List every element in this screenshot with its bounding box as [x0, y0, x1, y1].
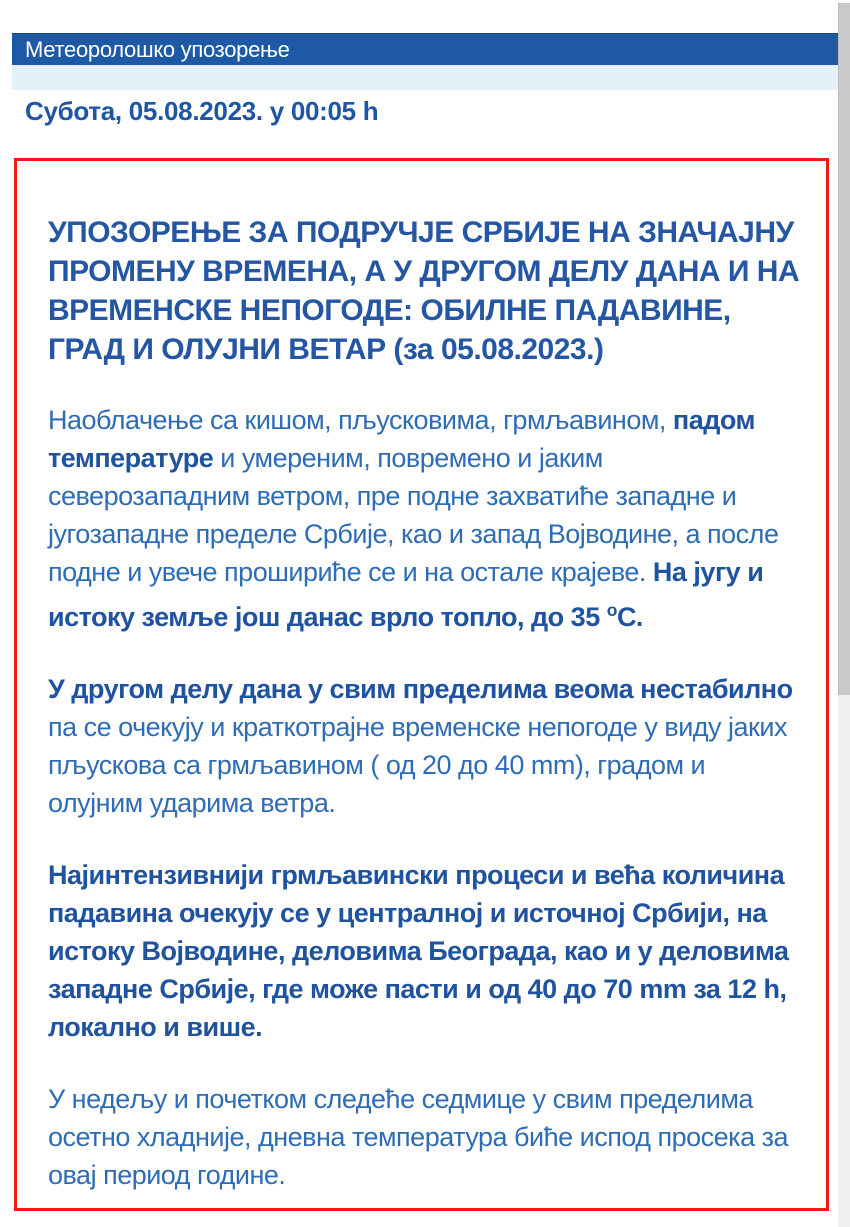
warning-paragraph: У недељу и почетком следеће седмице у свим пределима осетно хладније, дневна температура биће испод просека за овај период године.: [48, 1084, 788, 1190]
header-accent-strip: [12, 65, 838, 90]
warning-body: [48, 401, 801, 1194]
section-header-bar: [12, 33, 838, 65]
section-header-title: Метеоролошко упозорење: [25, 36, 290, 62]
issue-datetime: Субота, 05.08.2023. у 00:05 h: [25, 96, 379, 126]
warning-paragraph: Наоблачење са кишом, пљусковима, грмљавином, падом температуре и умереним, повремено и јаким северозападним ветром, пре подне захватиће западне и југозападне пределе Србије, као и запад Војводине, а после подне и увече прошириће се и на остале крајеве. На југу и истоку земље још данас врло топло, до 35 $^o$C.: [48, 405, 779, 632]
warning-box: [14, 158, 829, 1211]
scrollbar-track[interactable]: [838, 3, 850, 1227]
warning-title: УПОЗОРЕЊЕ ЗА ПОДРУЧЈЕ СРБИЈЕ НА ЗНАЧАЈНУ ПРОМЕНУ ВРЕМЕНА, А У ДРУГОМ ДЕЛУ ДАНА И НА ВРЕМЕНСКЕ НЕПОГОДЕ: ОБИЛНЕ ПАДАВИНЕ, ГРАД И ОЛУЈНИ ВЕТАР (за 05.08.2023.): [48, 216, 800, 366]
warning-paragraph: Најинтензивнији грмљавински процеси и већа количина падавина очекују се у централној и источној Србији, на истоку Војводине, деловима Београда, као и у деловима западне Србије, где може пасти и од 40 до 70 mm за 12 h, локално и више.: [48, 860, 789, 1042]
scrollbar-thumb[interactable]: [838, 3, 850, 695]
warning-paragraph: У другом делу дана у свим пределима веома нестабилно па се очекују и краткотрајне временске непогоде у виду јаких пљускова са грмљавином ( од 20 до 40 mm), градом и олујним ударима ветра.: [48, 674, 793, 818]
